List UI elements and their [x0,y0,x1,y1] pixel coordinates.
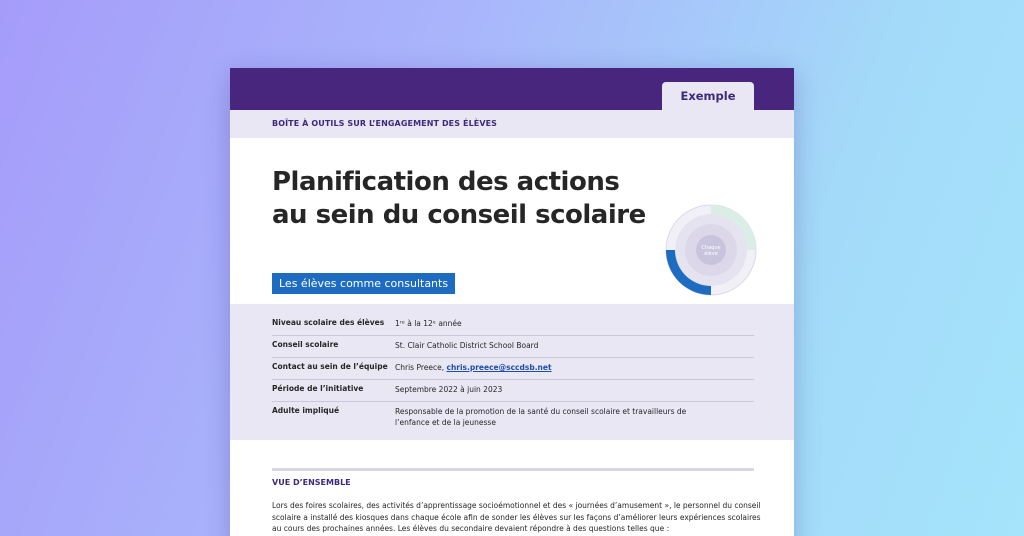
info-row-contact [272,362,754,380]
info-key: Contact au sein de l’équipe [272,362,388,371]
info-key: Période de l’initiative [272,384,364,393]
contact-email-link[interactable]: chris.preece@sccdsb.net [446,363,552,372]
wheel-center-label-2: élève [704,251,718,257]
info-value [395,362,725,373]
header-bar [230,68,794,110]
info-key: Conseil scolaire [272,340,339,349]
wheel-center-label-1: Chaque [701,245,721,251]
contact-name: Chris Preece, [395,363,447,372]
page-title: Planification des actions au sein du conseil scolaire [272,167,646,230]
info-row-adult [272,406,754,434]
category-badge: Les élèves comme consultants [272,273,455,294]
info-row-board [272,340,754,358]
toolkit-bar [230,110,794,138]
example-tab[interactable]: Exemple [662,82,754,110]
info-table [230,304,794,440]
section-divider [272,468,754,471]
info-key: Niveau scolaire des élèves [272,318,385,327]
engagement-wheel-icon [664,203,758,297]
info-value: 1ʳᵉ à la 12ᵉ année [395,319,462,328]
document-preview [230,68,794,536]
info-row-grade [272,318,754,336]
toolkit-label: BOÎTE À OUTILS SUR L’ENGAGEMENT DES ÉLÈVES [272,119,498,128]
info-row-period [272,384,754,402]
info-value: Responsable de la promotion de la santé du conseil scolaire et travailleurs de l’enfance et de la jeunesse [395,407,687,427]
overview-heading: VUE D’ENSEMBLE [272,478,351,487]
info-value: Septembre 2022 à juin 2023 [395,385,503,394]
info-value: St. Clair Catholic District School Board [395,341,539,350]
info-key: Adulte impliqué [272,406,340,415]
overview-paragraph: Lors des foires scolaires, des activités d’apprentissage socioémotionnel et des « journées d’amusement », le personnel du conseil scolaire a installé des kiosques dans chaque école afin de sonder les élèves sur les façons d’améliorer leurs expériences scolaires au cours des prochaines années. Les élèves du secondaire devaient répondre à des questions telles que : [272,501,761,533]
